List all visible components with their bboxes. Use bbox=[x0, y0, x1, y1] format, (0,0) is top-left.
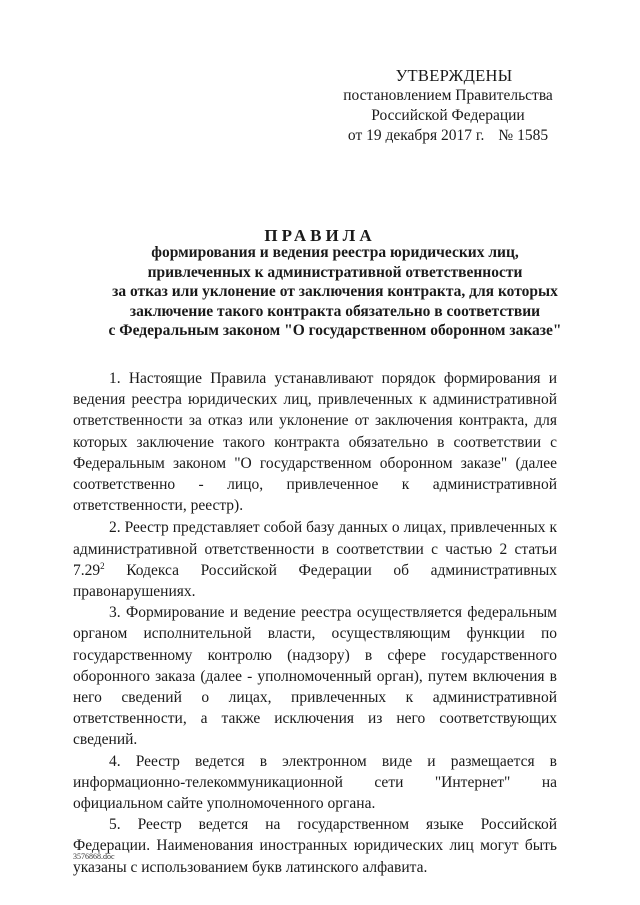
approval-line-2: Российской Федерации bbox=[371, 107, 525, 124]
approval-date: от 19 декабря 2017 г. bbox=[347, 127, 485, 144]
footer-file-name: 3576868.doc bbox=[73, 852, 115, 861]
paragraph-3: 3. Формирование и ведение реестра осуществляется федеральным органом исполнительной власти, осуществляющим функции по государственному контролю (надзору) в сфере государственного оборонного заказа (далее - уполномоченный орган), путем включения в него сведений о лицах, привлеченных к административной ответственности, а также исключения из него соответствующих сведений. bbox=[73, 604, 557, 749]
paragraph-2-text-end: Кодекса Российской Федерации об административных правонарушениях. bbox=[73, 561, 557, 601]
approval-heading: УТВЕРЖДЕНЫ bbox=[395, 66, 513, 85]
paragraph-2 bbox=[73, 517, 557, 602]
approval-stamp bbox=[328, 66, 568, 146]
subtitle-line: за отказ или уклонение от заключения контракта, для которых bbox=[112, 283, 558, 300]
document-body bbox=[73, 368, 557, 878]
document-subtitle bbox=[60, 243, 610, 341]
subtitle-line: формирования и ведения реестра юридических лиц, bbox=[151, 244, 519, 261]
paragraph-5: 5. Реестр ведется на государственном языке Российской Федерации. Наименования иностранных юридических лиц могут быть указаны с использованием букв латинского алфавита. bbox=[73, 816, 557, 876]
paragraph-4: 4. Реестр ведется в электронном виде и размещается в информационно-телекоммуникационной сети "Интернет" на официальном сайте уполномоченного органа. bbox=[73, 752, 557, 813]
subtitle-line: с Федеральным законом "О государственном оборонном заказе" bbox=[108, 322, 562, 339]
paragraph-2-superscript: 2 bbox=[100, 560, 105, 571]
paragraph-1: 1. Настоящие Правила устанавливают порядок формирования и ведения реестра юридических лиц, привлеченных к административной ответственности за отказ или уклонение от заключения контракта, для которых заключение такого контракта обязательно в соответствии с Федеральным законом "О государственном оборонном заказе" (далее соответственно - лицо, привлеченное к административной ответственности, реестр). bbox=[73, 370, 557, 515]
approval-date-line bbox=[328, 126, 568, 146]
paragraph-2-text: 2. Реестр представляет собой базу данных о лицах, привлеченных к административной ответственности в соответствии с частью 2 статьи 7.29 bbox=[73, 519, 557, 579]
document-title: ПРАВИЛА bbox=[264, 226, 376, 245]
subtitle-line: привлеченных к административной ответственности bbox=[147, 263, 523, 281]
subtitle-line: заключение такого контракта обязательно в соответствии bbox=[129, 302, 541, 320]
approval-number: № 1585 bbox=[498, 127, 549, 144]
approval-line-1: постановлением Правительства bbox=[343, 87, 553, 104]
